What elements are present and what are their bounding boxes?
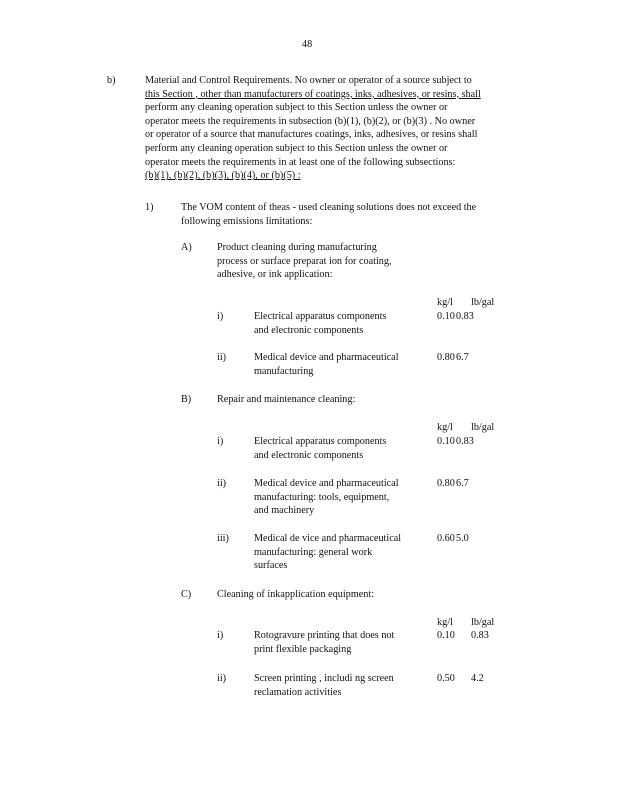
group-c-row-label: ii) bbox=[217, 673, 227, 684]
section-b-line: operator meets the requirements in at least one of the following subsections: bbox=[145, 156, 456, 168]
group-a-row-label: ii) bbox=[217, 352, 227, 363]
section-b-line: perform any cleaning operation subject to this Section unless the owner or bbox=[145, 142, 448, 154]
group-c-row-lb: 4.2 bbox=[471, 673, 484, 684]
section-b-line: perform any cleaning operation subject to this Section unless the owner or bbox=[145, 102, 448, 114]
section-b-line: (b)(1), (b)(2), (b)(3), (b)(4), or (b)(5) : bbox=[145, 170, 301, 182]
group-b-row-desc: Medical device and pharmaceutical manufacturing: tools, equipment, and machinery bbox=[254, 478, 399, 517]
group-b-row-kg: 0.10 bbox=[437, 436, 455, 447]
section-b-line: this Section , other than manufacturers of coatings, inks, adhesives, or resins, shall bbox=[145, 88, 481, 100]
group-a-row-desc: Medical device and pharmaceutical manufacturing bbox=[254, 352, 399, 377]
group-c-row-desc: Screen printing , includi ng screen reclamation activities bbox=[254, 673, 394, 698]
group-b-row-kg: 0.80 bbox=[437, 478, 455, 489]
item-1-text: The VOM content of theas - used cleaning solutions does not exceed the following emissions limitations: bbox=[181, 202, 477, 227]
group-b-unit-english: lb/gal bbox=[471, 422, 495, 433]
group-c-row-label: i) bbox=[217, 630, 224, 641]
item-1-label: 1) bbox=[145, 202, 154, 213]
group-b-row-label: i) bbox=[217, 436, 224, 447]
section-b-label: b) bbox=[107, 75, 116, 86]
group-b-unit-metric: kg/l bbox=[437, 422, 453, 433]
group-b-row-desc: Medical de vice and pharmaceutical manufacturing: general work surfaces bbox=[254, 533, 402, 572]
group-c-row-desc: Rotogravure printing that does not print flexible packaging bbox=[254, 630, 395, 655]
group-b-row-desc: Electrical apparatus components and electronic components bbox=[254, 436, 387, 461]
group-a-unit-metric: kg/l bbox=[437, 297, 453, 308]
group-b-label: B) bbox=[181, 394, 192, 405]
group-c-row-kg: 0.10 bbox=[437, 630, 455, 641]
group-c-title: Cleaning of inkapplication equipment: bbox=[217, 589, 375, 600]
group-c-unit-english: lb/gal bbox=[471, 617, 495, 628]
group-c-row-lb: 0.83 bbox=[471, 630, 489, 641]
group-b-row-label: ii) bbox=[217, 478, 227, 489]
group-a-row-label: i) bbox=[217, 311, 224, 322]
group-c-unit-metric: kg/l bbox=[437, 617, 453, 628]
group-b-row-kg: 0.60 bbox=[437, 533, 455, 544]
group-a-row-lb: 6.7 bbox=[456, 352, 469, 363]
group-a-label: A) bbox=[181, 242, 192, 253]
group-a-row-desc: Electrical apparatus components and electronic components bbox=[254, 311, 387, 336]
group-a-row-kg: 0.80 bbox=[437, 352, 455, 363]
group-b-row-lb: 6.7 bbox=[456, 478, 469, 489]
group-a-row-lb: 0.83 bbox=[456, 311, 474, 322]
section-b-line: or operator of a source that manufactures coatings, inks, adhesives, or resins shall bbox=[145, 129, 478, 141]
group-b-row-lb: 0.83 bbox=[456, 436, 474, 447]
section-b-line: Material and Control Requirements. No owner or operator of a source subject to bbox=[145, 75, 472, 86]
section-b-paragraph bbox=[145, 74, 481, 183]
group-a-title: Product cleaning during manufacturing process or surface preparat ion for coating, adhesive, or ink application: bbox=[217, 242, 392, 281]
page-number: 48 bbox=[302, 39, 313, 50]
group-b-title: Repair and maintenance cleaning: bbox=[217, 394, 356, 405]
group-b-row-label: iii) bbox=[217, 533, 229, 544]
group-c-label: C) bbox=[181, 589, 192, 600]
group-c-row-kg: 0.50 bbox=[437, 673, 455, 684]
section-b-line: operator meets the requirements in subsection (b)(1), (b)(2), or (b)(3) . No owner bbox=[145, 115, 476, 127]
group-a-row-kg: 0.10 bbox=[437, 311, 455, 322]
group-a-unit-english: lb/gal bbox=[471, 297, 495, 308]
group-b-row-lb: 5.0 bbox=[456, 533, 469, 544]
